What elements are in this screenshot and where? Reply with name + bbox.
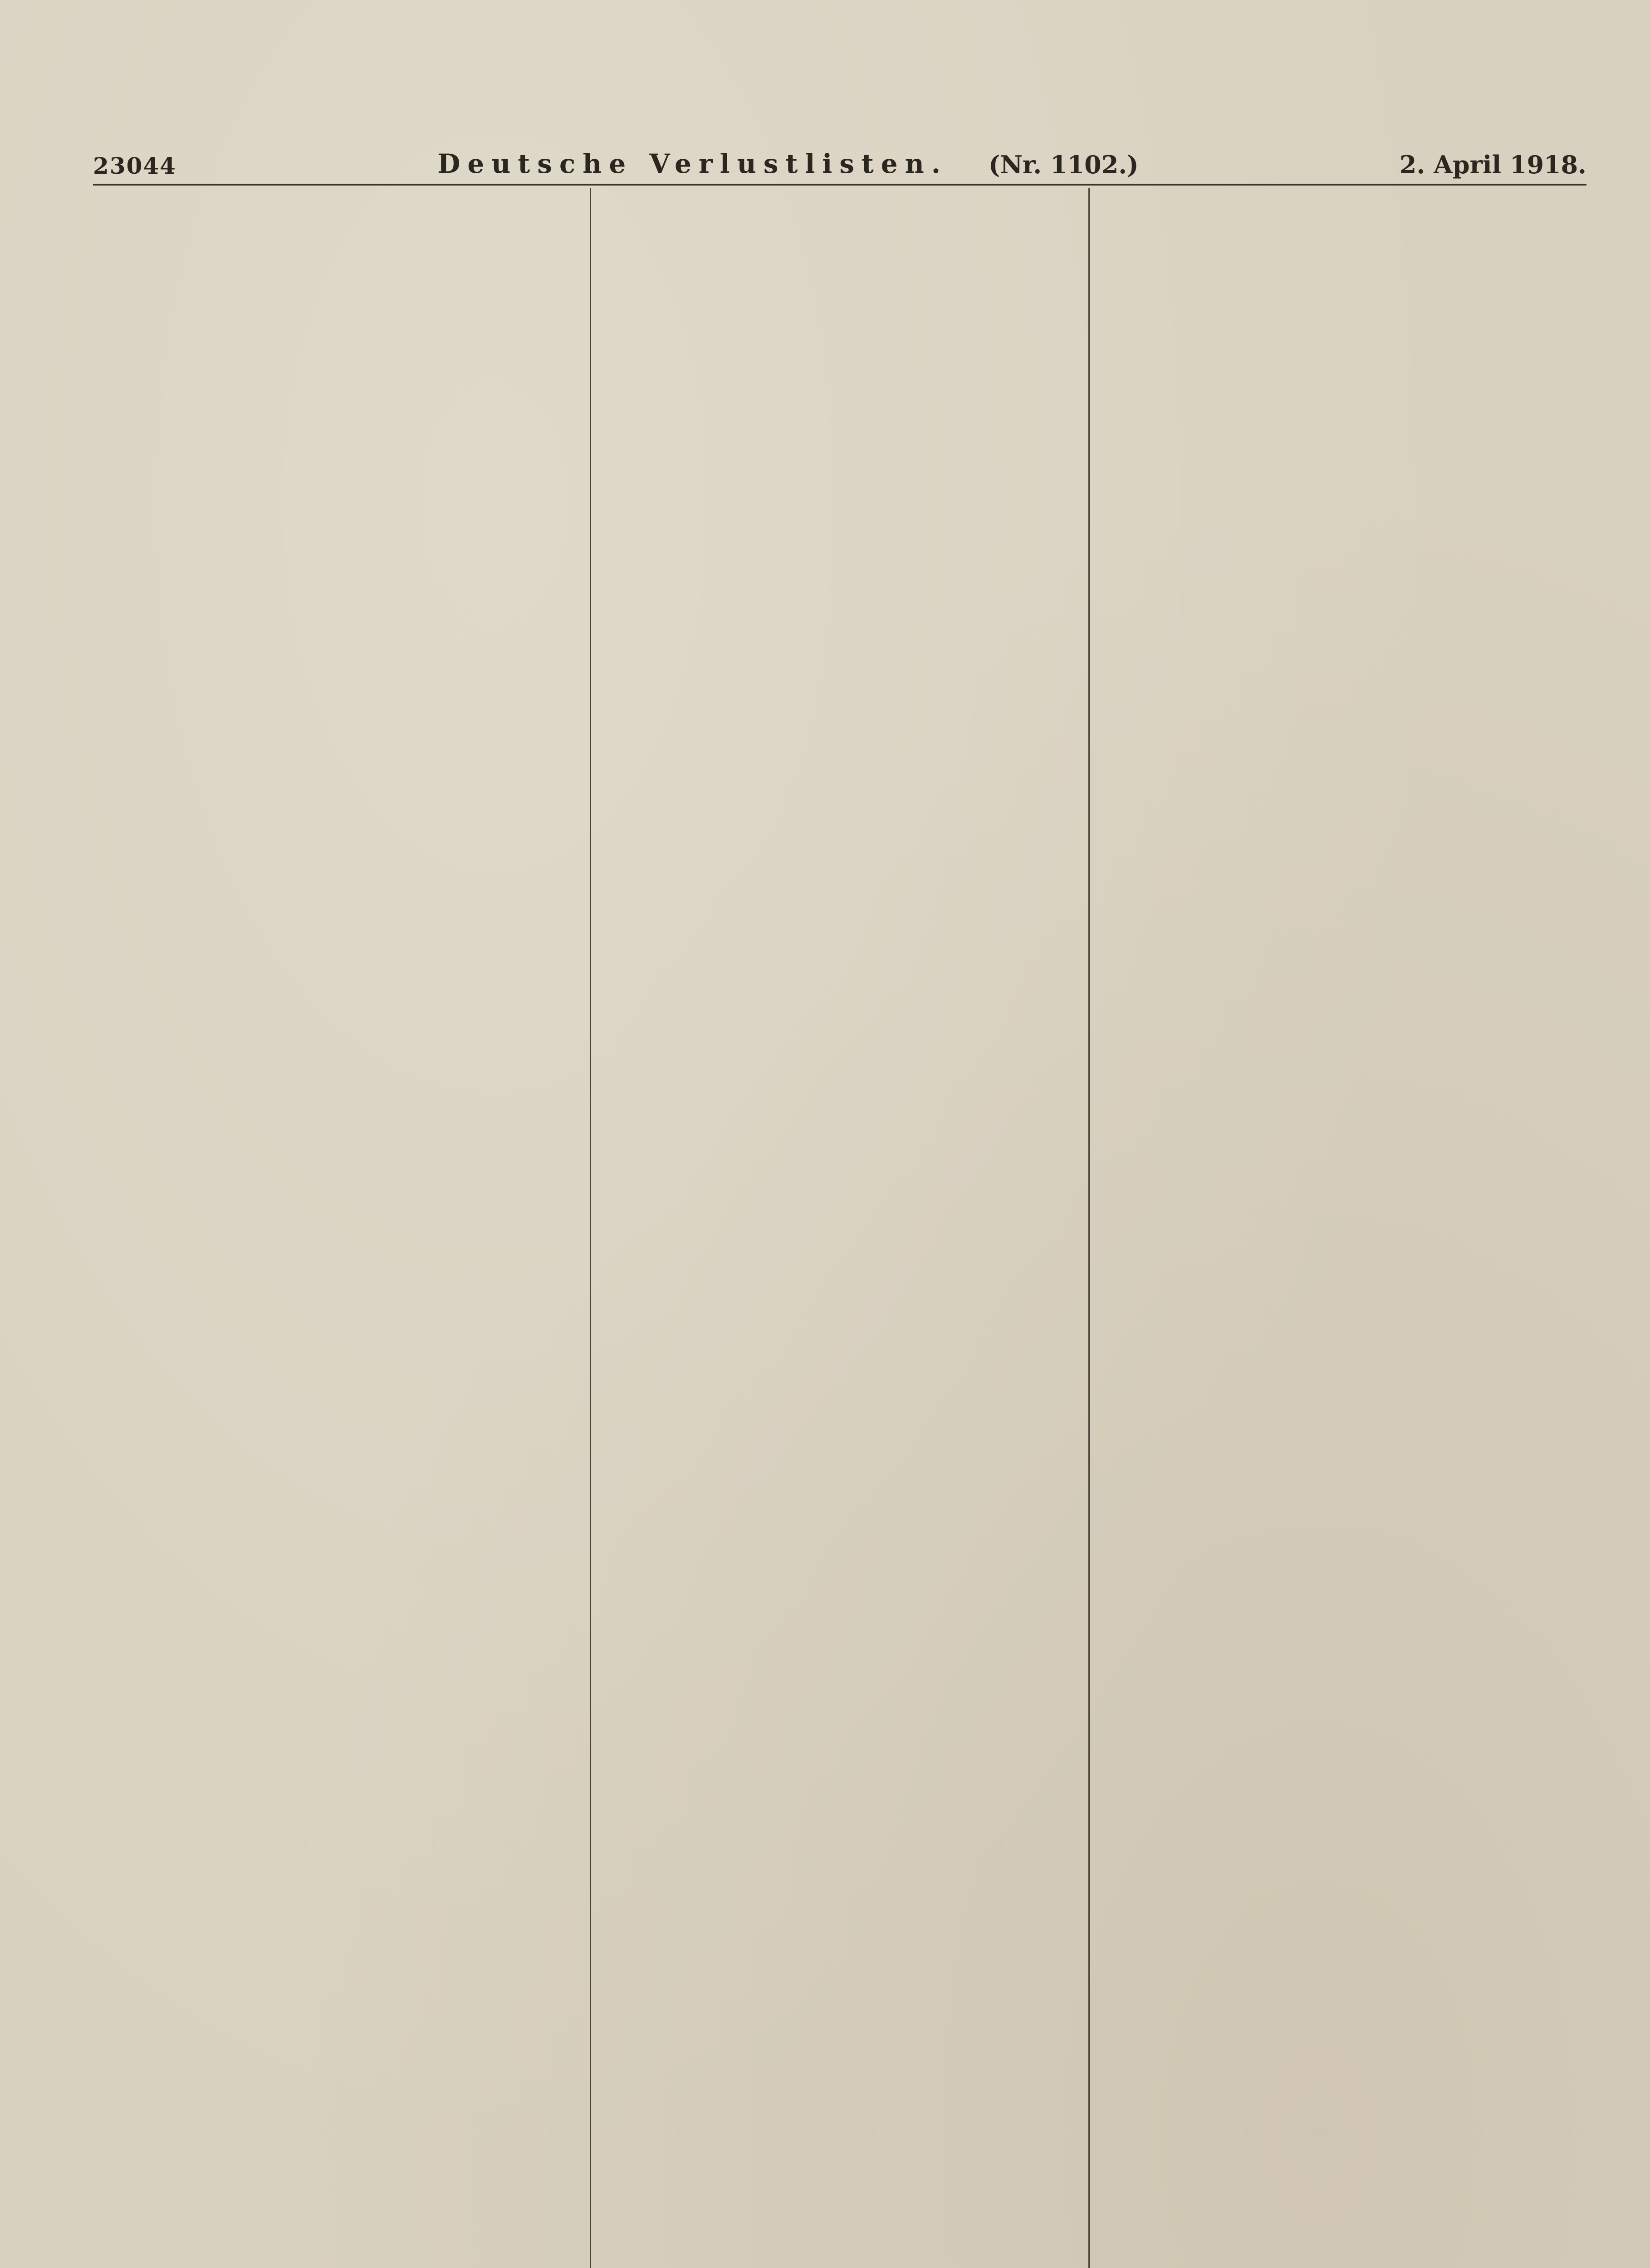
column-right	[1088, 188, 1586, 2268]
issue-number: (Nr. 1102.)	[989, 150, 1139, 179]
masthead	[437, 148, 1139, 179]
column-middle	[590, 188, 1088, 2268]
casualty-list-columns	[93, 188, 1586, 2268]
page-number: 23044	[93, 152, 176, 179]
page-header	[93, 129, 1586, 186]
publication-title: Deutsche Verlustlisten.	[437, 148, 948, 179]
issue-date: 2. April 1918.	[1399, 150, 1586, 179]
column-left	[93, 188, 590, 2268]
